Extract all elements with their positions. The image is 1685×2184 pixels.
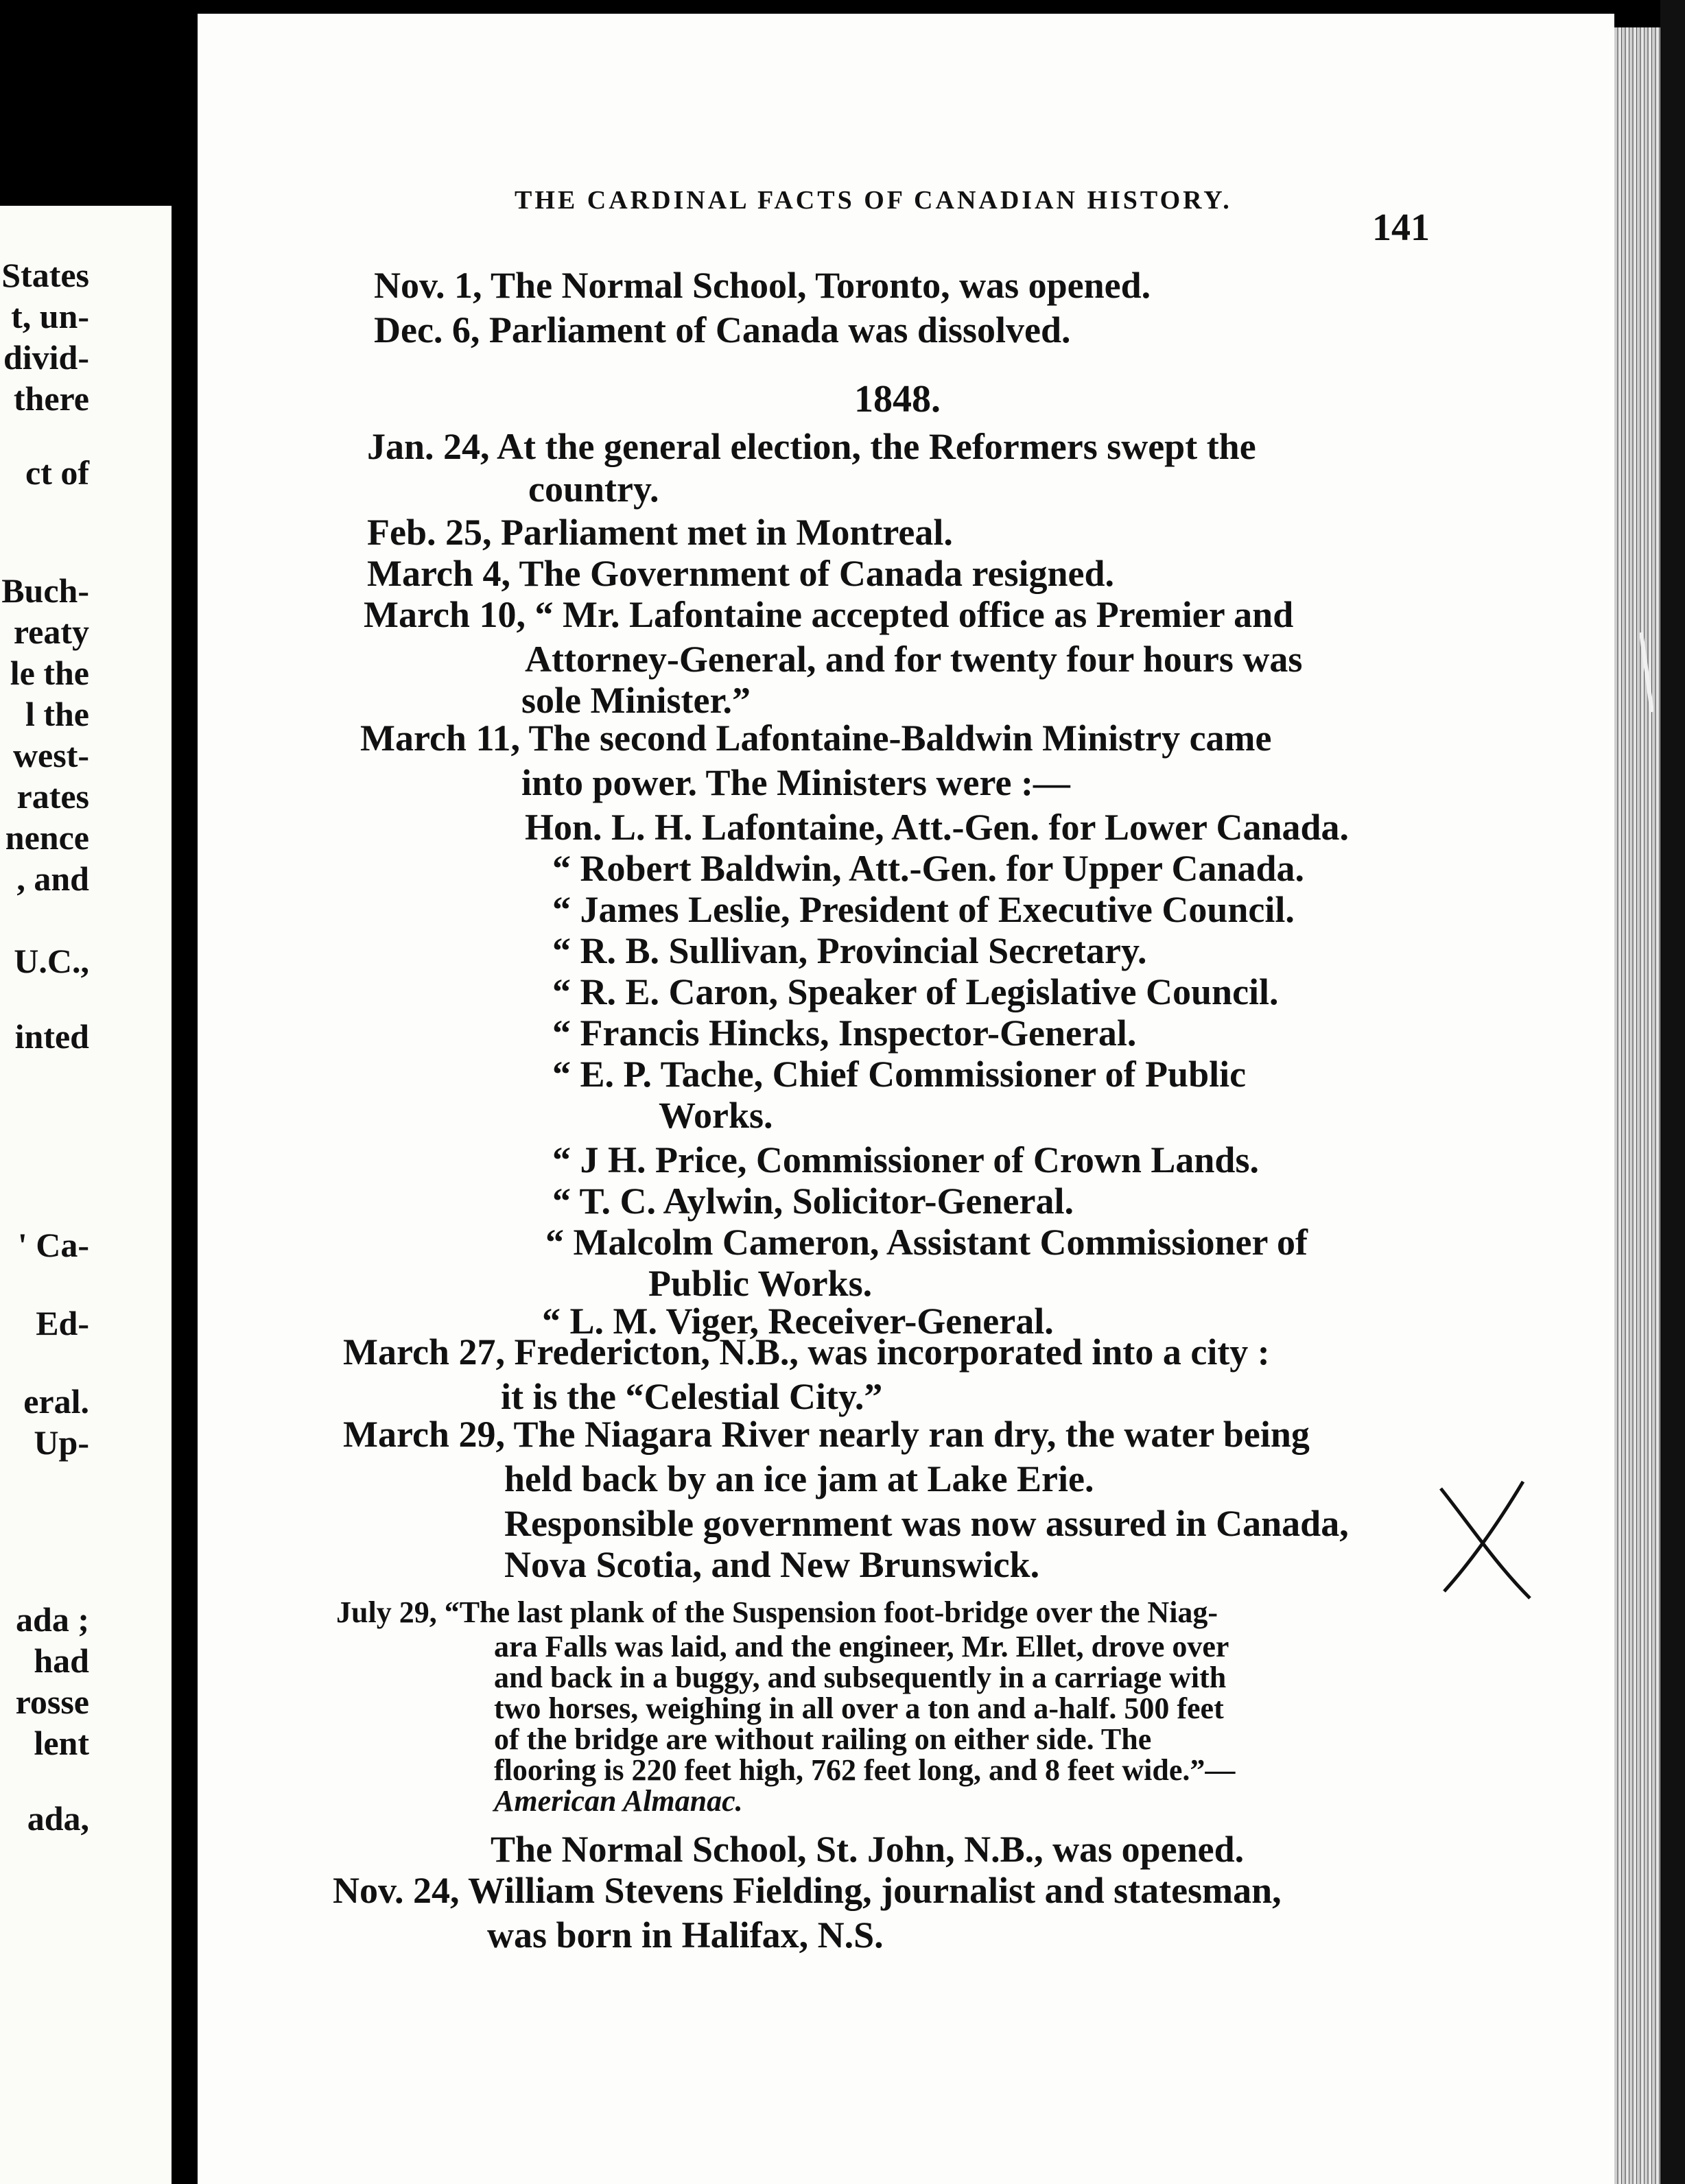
left-page-text: eral. (23, 1382, 89, 1421)
minister-line: Public Works. (648, 1263, 873, 1304)
entry-line: The Normal School, St. John, N.B., was opened. (491, 1829, 1245, 1870)
minister-line: “ E. P. Tache, Chief Commissioner of Public (552, 1054, 1247, 1095)
entry-line: March 4, The Government of Canada resigned. (367, 553, 1114, 594)
left-page-text: divid- (3, 338, 89, 377)
left-page-text: le the (10, 654, 89, 692)
left-page-text: t, un- (11, 297, 89, 335)
minister-line: “ R. B. Sullivan, Provincial Secretary. (552, 930, 1147, 971)
entry-line: March 29, The Niagara River nearly ran dry, the water being (343, 1414, 1310, 1455)
page-number: 141 (1372, 206, 1430, 249)
left-page-text: ' Ca- (17, 1226, 89, 1264)
entry-line: Nov. 24, William Stevens Fielding, journalist and statesman, (333, 1870, 1282, 1911)
entry-line: was born in Halifax, N.S. (487, 1914, 884, 1956)
entry-line: into power. The Ministers were :— (521, 762, 1070, 803)
entry-line: Dec. 6, Parliament of Canada was dissolved. (374, 309, 1071, 351)
left-page-text: States (1, 256, 89, 294)
left-page-text: ada, (27, 1799, 89, 1838)
entry-line: Attorney-General, and for twenty four hours was (525, 639, 1303, 680)
left-page-text: nence (5, 818, 89, 857)
quote-line: of the bridge are without railing on either side. The (494, 1722, 1152, 1756)
minister-line: “ Robert Baldwin, Att.-Gen. for Upper Canada. (552, 848, 1305, 889)
quote-line: two horses, weighing in all over a ton and a-half. 500 feet (494, 1692, 1224, 1725)
minister-line: “ J H. Price, Commissioner of Crown Lands. (552, 1139, 1259, 1180)
year-heading: 1848. (854, 378, 941, 420)
left-page-text: Ed- (36, 1304, 89, 1342)
left-page-fragment (0, 206, 172, 2184)
quote-line: and back in a buggy, and subsequently in a carriage with (494, 1661, 1227, 1694)
left-page-text: there (13, 379, 89, 418)
entry-line: sole Minister.” (521, 680, 751, 721)
minister-line: “ T. C. Aylwin, Solicitor-General. (552, 1180, 1074, 1222)
page-edge-mark (1640, 631, 1653, 713)
quote-line: flooring is 220 feet high, 762 feet long, and 8 feet wide.”— (494, 1753, 1236, 1787)
quote-source: American Almanac. (494, 1784, 743, 1818)
left-page-text: U.C., (14, 942, 89, 980)
entry-line: Feb. 25, Parliament met in Montreal. (367, 512, 953, 553)
left-page-text: west- (12, 736, 89, 774)
minister-line: Hon. L. H. Lafontaine, Att.-Gen. for Lower Canada. (525, 807, 1350, 848)
minister-line: “ Francis Hincks, Inspector-General. (552, 1012, 1137, 1054)
left-page-text: ada ; (16, 1600, 89, 1639)
running-header: THE CARDINAL FACTS OF CANADIAN HISTORY. (515, 186, 1232, 215)
left-page-text: Buch- (1, 571, 89, 610)
minister-line: Works. (659, 1095, 773, 1136)
entry-line: March 27, Fredericton, N.B., was incorporated into a city : (343, 1331, 1270, 1373)
entry-line: Jan. 24, At the general election, the Reformers swept the (367, 426, 1256, 467)
entry-line: it is the “Celestial City.” (501, 1376, 883, 1417)
left-page-text: inted (14, 1017, 89, 1056)
entry-line: Nova Scotia, and New Brunswick. (504, 1544, 1040, 1585)
quote-line: July 29, “The last plank of the Suspension foot-bridge over the Niag- (336, 1595, 1218, 1629)
left-page-text: rosse (15, 1683, 89, 1721)
left-page-text: Up- (34, 1423, 89, 1462)
left-page-text: lent (34, 1724, 89, 1762)
book-gutter (172, 0, 198, 2184)
entry-line: Nov. 1, The Normal School, Toronto, was opened. (374, 265, 1151, 306)
left-page-text: had (34, 1641, 89, 1680)
minister-line: “ L. M. Viger, Receiver-General. (542, 1301, 1054, 1342)
page-edge-shadow (1660, 0, 1685, 2184)
entry-line: country. (528, 468, 659, 510)
left-page-text: reaty (13, 613, 89, 651)
entry-line: Responsible government was now assured in Canada, (504, 1503, 1349, 1544)
left-page-text: rates (16, 777, 89, 816)
left-page-text: , and (16, 859, 89, 898)
minister-line: “ James Leslie, President of Executive Council. (552, 889, 1295, 930)
x-mark-annotation (1434, 1475, 1537, 1605)
entry-line: held back by an ice jam at Lake Erie. (504, 1458, 1094, 1499)
left-page-text: ct of (25, 453, 89, 492)
quote-line: ara Falls was laid, and the engineer, Mr. Ellet, drove over (494, 1630, 1229, 1663)
entry-line: March 10, “ Mr. Lafontaine accepted office as Premier and (364, 594, 1294, 635)
left-page-text: l the (25, 695, 89, 733)
entry-line: March 11, The second Lafontaine-Baldwin Ministry came (360, 717, 1272, 759)
minister-line: “ Malcolm Cameron, Assistant Commissioner of (545, 1222, 1308, 1263)
minister-line: “ R. E. Caron, Speaker of Legislative Council. (552, 971, 1279, 1012)
